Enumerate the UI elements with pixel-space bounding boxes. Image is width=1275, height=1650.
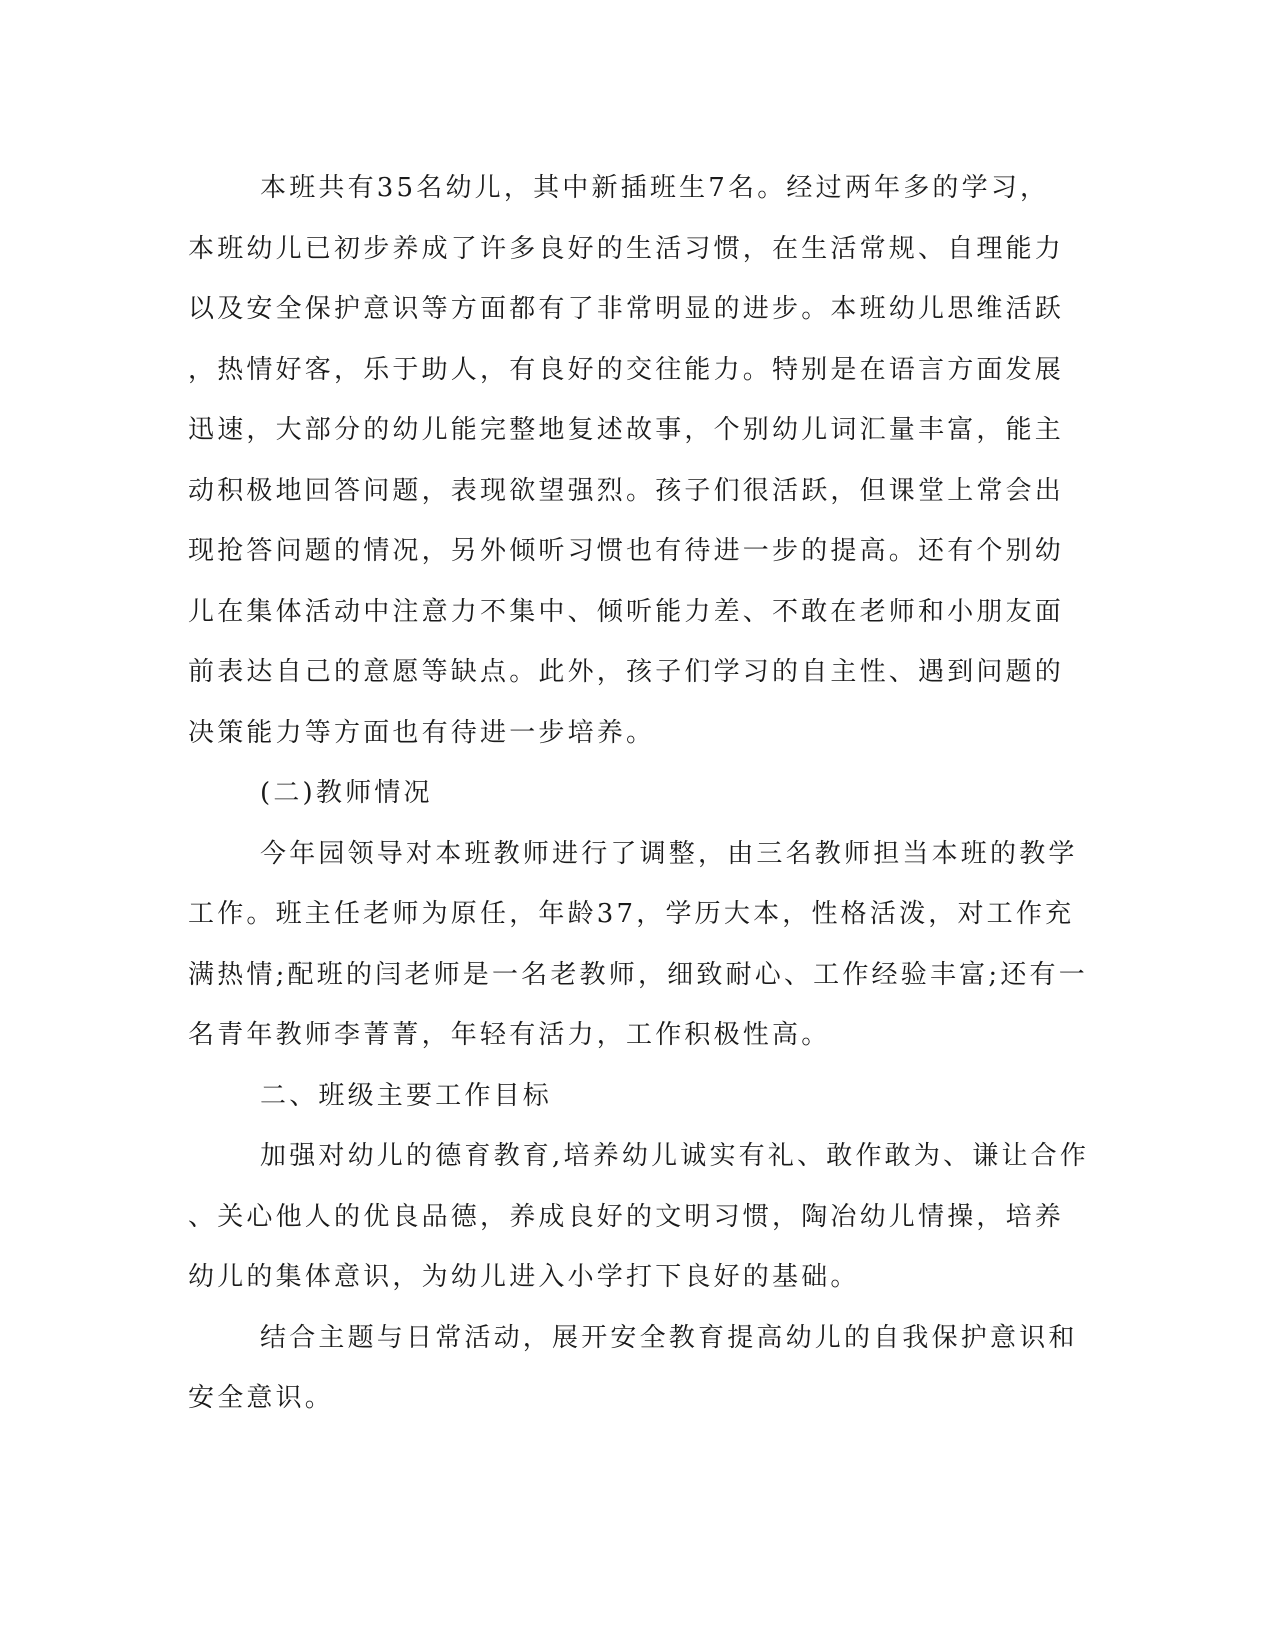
text-line: 、关心他人的优良品德，养成良好的文明习惯，陶冶幼儿情操，培养 — [188, 1201, 1065, 1232]
text-line: 加强对幼儿的德育教育,培养幼儿诚实有礼、敢作敢为、谦让合作 — [260, 1141, 1090, 1171]
paragraph-moral-education — [188, 1126, 1088, 1308]
text-line: 动积极地回答问题，表现欲望强烈。孩子们很活跃，但课堂上常会出 — [188, 475, 1065, 506]
text-line: 幼儿的集体意识，为幼儿进入小学打下良好的基础。 — [188, 1262, 860, 1292]
paragraph-teacher-details — [188, 824, 1088, 1066]
text-line: 决策能力等方面也有待进一步培养。 — [188, 717, 656, 748]
heading-text: (二)教师情况 — [260, 778, 433, 808]
section-heading-teacher-situation — [188, 763, 1088, 824]
text-line: 以及安全保护意识等方面都有了非常明显的进步。本班幼儿思维活跃 — [188, 294, 1065, 324]
text-line: 满热情;配班的闫老师是一名老教师，细致耐心、工作经验丰富;还有一 — [188, 959, 1088, 990]
paragraph-class-overview — [188, 158, 1088, 763]
text-line: 名青年教师李菁菁，年轻有活力，工作积极性高。 — [188, 1020, 831, 1050]
text-line: 前表达自己的意愿等缺点。此外，孩子们学习的自主性、遇到问题的 — [188, 657, 1065, 687]
text-line: 迅速，大部分的幼儿能完整地复述故事，个别幼儿词汇量丰富，能主 — [188, 415, 1065, 445]
document-body — [188, 158, 1088, 1429]
text-line: 本班幼儿已初步养成了许多良好的生活习惯，在生活常规、自理能力 — [188, 233, 1065, 264]
text-line: 本班共有35名幼儿，其中新插班生7名。经过两年多的学习， — [260, 173, 1050, 203]
text-line: ，热情好客，乐于助人，有良好的交往能力。特别是在语言方面发展 — [188, 354, 1065, 385]
heading-text: 二、班级主要工作目标 — [260, 1080, 553, 1111]
text-line: 工作。班主任老师为原任，年龄37，学历大本，性格活泼，对工作充 — [188, 899, 1075, 929]
section-heading-work-goals — [188, 1066, 1088, 1127]
text-line: 儿在集体活动中注意力不集中、倾听能力差、不敢在老师和小朋友面 — [188, 596, 1065, 627]
text-line: 现抢答问题的情况，另外倾听习惯也有待进一步的提高。还有个别幼 — [188, 536, 1065, 566]
paragraph-safety-education — [188, 1308, 1088, 1429]
text-line: 安全意识。 — [188, 1383, 335, 1413]
text-line: 今年园领导对本班教师进行了调整，由三名教师担当本班的教学 — [260, 838, 1078, 869]
text-line: 结合主题与日常活动，展开安全教育提高幼儿的自我保护意识和 — [260, 1322, 1078, 1353]
